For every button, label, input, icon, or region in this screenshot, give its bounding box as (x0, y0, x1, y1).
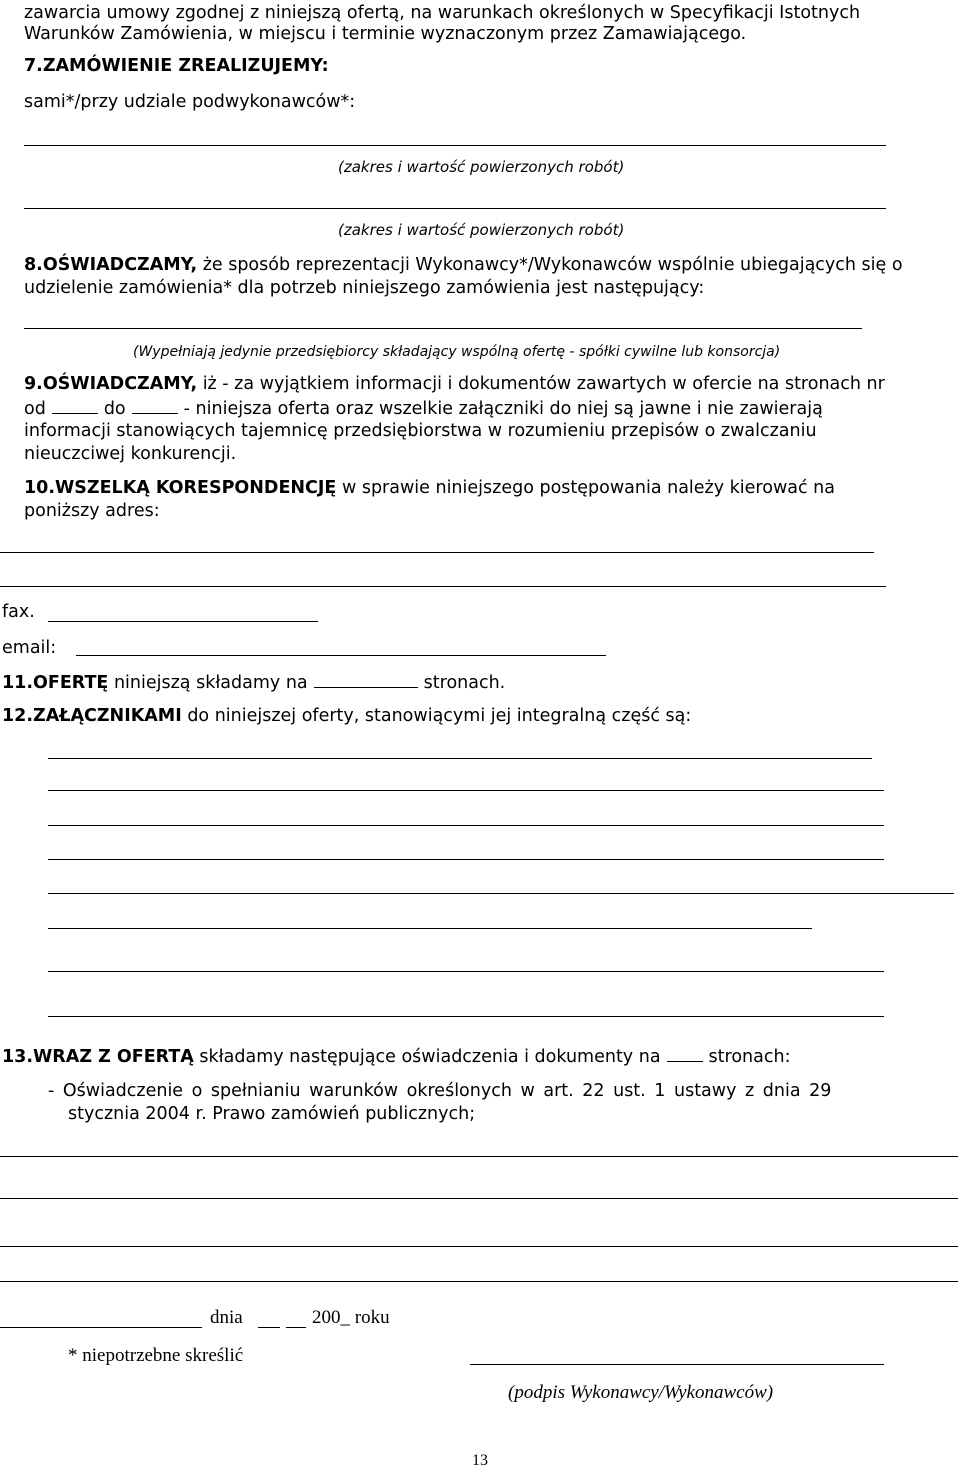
attachment-line[interactable] (48, 758, 872, 759)
section-8-line-2: udzielenie zamówienia* dla potrzeb niniejszego zamówienia jest następujący: (24, 278, 705, 298)
section-11-heading: 11.OFERTĘ (2, 673, 109, 693)
year-label: 200_ roku (312, 1307, 390, 1328)
section-13-end: stronach: (708, 1047, 791, 1067)
day-field[interactable] (258, 1327, 280, 1328)
page-to-field[interactable] (132, 398, 178, 414)
section-10-line-1 (24, 478, 835, 498)
section-8-text: że sposób reprezentacji Wykonawcy*/Wykonawców wspólnie ubiegających się o (202, 255, 903, 275)
place-field[interactable] (0, 1327, 202, 1328)
address-line[interactable] (0, 552, 874, 553)
section-9-line-2 (24, 398, 823, 419)
attachment-line[interactable] (48, 825, 884, 826)
attachment-line[interactable] (48, 928, 812, 929)
section-13-item-line-1: - Oświadczenie o spełnianiu warunków określonych w art. 22 ust. 1 ustawy z dnia 29 (48, 1081, 832, 1101)
section-8-caption: (Wypełniają jedynie przedsiębiorcy składający wspólną ofertę - spółki cywilne lub konsorcja) (133, 344, 781, 360)
address-line[interactable] (0, 586, 886, 587)
page-number: 13 (472, 1452, 488, 1469)
od-label: od (24, 399, 46, 419)
fax-field[interactable] (48, 621, 318, 622)
section-10-heading: 10.WSZELKĄ KORESPONDENCJĘ (24, 478, 337, 498)
fill-line[interactable] (24, 145, 886, 146)
section-12-heading: 12.ZAŁĄCZNIKAMI (2, 706, 182, 726)
section-13-heading: 13.WRAZ Z OFERTĄ (2, 1047, 194, 1067)
section-7-caption-1: (zakres i wartość powierzonych robót) (338, 158, 625, 176)
section-10-line-2: poniższy adres: (24, 501, 160, 521)
fill-line[interactable] (24, 328, 862, 329)
section-11-end: stronach. (423, 673, 506, 693)
signature-line[interactable] (470, 1364, 884, 1365)
section-13-text: składamy następujące oświadczenia i dokumenty na (199, 1047, 661, 1067)
section-9-text: iż - za wyjątkiem informacji i dokumentów zawartych w ofercie na stronach nr (202, 374, 885, 394)
attachment-line[interactable] (48, 971, 884, 972)
section-13-line (2, 1046, 790, 1067)
section-9-continuation: - niniejsza oferta oraz wszelkie załączniki do niej są jawne i nie zawierają (183, 399, 823, 419)
section-9-line-3: informacji stanowiących tajemnicę przedsiębiorstwa w rozumieniu przepisów o zwalczaniu (24, 421, 817, 441)
document-line[interactable] (0, 1156, 958, 1157)
section-13-item-line-2: stycznia 2004 r. Prawo zamówień publicznych; (68, 1104, 476, 1124)
attachment-line[interactable] (48, 1016, 884, 1017)
page-count-field[interactable] (314, 672, 418, 688)
section-11-line (2, 672, 505, 693)
fax-label: fax. (2, 602, 35, 622)
section-7-heading: 7.ZAMÓWIENIE ZREALIZUJEMY: (24, 56, 329, 76)
attachment-line[interactable] (48, 893, 954, 894)
do-label: do (103, 399, 126, 419)
signature-caption: (podpis Wykonawcy/Wykonawców) (508, 1382, 774, 1403)
intro-line-1: zawarcia umowy zgodnej z niniejszą ofertą, na warunkach określonych w Specyfikacji Istotnych (24, 3, 861, 23)
note: * niepotrzebne skreślić (68, 1345, 244, 1366)
fill-line[interactable] (24, 208, 886, 209)
dnia-label: dnia (210, 1307, 243, 1328)
document-line[interactable] (0, 1281, 958, 1282)
documents-page-count-field[interactable] (667, 1046, 703, 1062)
month-field[interactable] (286, 1327, 306, 1328)
section-12-line (2, 706, 691, 726)
page-from-field[interactable] (52, 398, 98, 414)
section-9-heading: 9.OŚWIADCZAMY, (24, 374, 198, 394)
attachment-line[interactable] (48, 859, 884, 860)
section-7-caption-2: (zakres i wartość powierzonych robót) (338, 221, 625, 239)
section-7-text: sami*/przy udziale podwykonawców*: (24, 92, 356, 112)
email-field[interactable] (76, 655, 606, 656)
section-8-heading: 8.OŚWIADCZAMY, (24, 255, 198, 275)
section-12-text: do niniejszej oferty, stanowiącymi jej integralną część są: (187, 706, 692, 726)
attachment-line[interactable] (48, 790, 884, 791)
section-8-line-1 (24, 255, 903, 275)
email-label: email: (2, 638, 57, 658)
section-9-line-4: nieuczciwej konkurencji. (24, 444, 237, 464)
section-11-text: niniejszą składamy na (113, 673, 308, 693)
section-10-text: w sprawie niniejszego postępowania należy kierować na (341, 478, 835, 498)
document-line[interactable] (0, 1198, 958, 1199)
intro-line-2: Warunków Zamówienia, w miejscu i terminie wyznaczonym przez Zamawiającego. (24, 24, 747, 44)
section-9-line-1 (24, 374, 885, 394)
document-line[interactable] (0, 1246, 958, 1247)
